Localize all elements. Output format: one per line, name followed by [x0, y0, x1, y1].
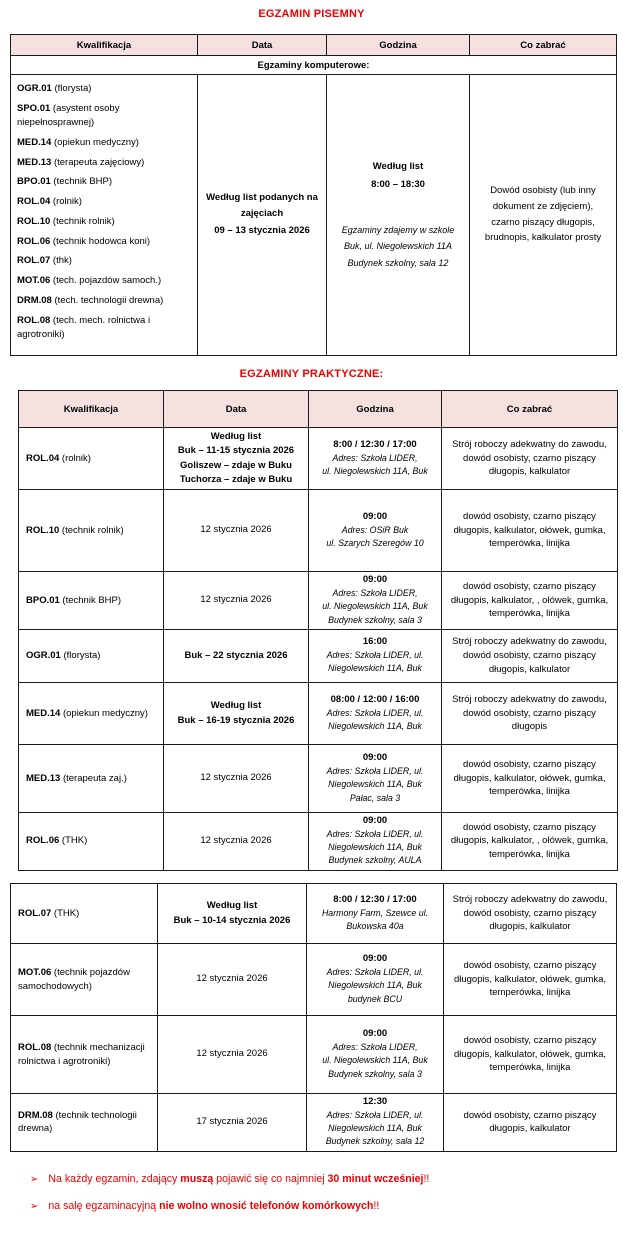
- text-segment: Tuchorza – zdaje w Buku: [179, 473, 293, 485]
- qualification-item: [17, 195, 191, 209]
- cell-line: [311, 953, 439, 966]
- text-segment: Niegolewskich 11A, Buk: [328, 663, 422, 674]
- text-segment: 09:00: [362, 752, 388, 764]
- text-segment: Bukowska 40a: [346, 920, 404, 931]
- practical-table-header-row: [19, 391, 618, 428]
- cell-line: [168, 593, 304, 607]
- table-row: [19, 683, 618, 745]
- text-segment: Według list: [372, 160, 424, 172]
- cell-line: [311, 920, 439, 933]
- items-cell: Strój roboczy adekwatny do zawodu, dowód osobisty, czarno piszący długopis, kalkulator: [444, 884, 617, 944]
- cell-line: [313, 465, 437, 478]
- cell-line: [313, 649, 437, 662]
- qualification-name: (THK): [59, 835, 88, 847]
- cell-line: [313, 720, 437, 733]
- cell-line: [311, 907, 439, 920]
- text-segment: budynek BCU: [347, 993, 403, 1004]
- table-row: [19, 428, 618, 490]
- text-segment: Pałac, sala 3: [349, 792, 401, 803]
- cell-line: [313, 828, 437, 841]
- qualification-code: MED.14: [17, 136, 52, 148]
- text-segment: na salę egzaminacyjną: [48, 1200, 160, 1213]
- text-segment: Buk – 11-15 stycznia 2026: [177, 445, 295, 457]
- text-segment: 12:30: [362, 1096, 388, 1107]
- qualification-code: ROL.10: [17, 215, 51, 227]
- text-segment: ul. Niegolewskich 11A, Buk: [322, 1055, 428, 1066]
- cell-line: [168, 699, 304, 713]
- cell-line: [311, 1122, 439, 1135]
- time-cell: [309, 630, 442, 683]
- date-cell: [164, 813, 309, 871]
- cell-line: [202, 223, 322, 240]
- text-segment: Według list podanych na zajęciach: [206, 191, 318, 220]
- text-segment: Adres: OSiR Buk: [341, 524, 409, 535]
- cell-line: [313, 707, 437, 720]
- text-segment: 12 stycznia 2026: [200, 524, 272, 536]
- text-segment: Niegolewskich 11A, Buk: [328, 720, 422, 731]
- text-segment: 12 stycznia 2026: [200, 594, 272, 606]
- qualification-name: (florysta): [51, 83, 92, 94]
- cell-line: [313, 841, 437, 854]
- cell-line: [313, 524, 437, 537]
- cell-line: [331, 255, 465, 272]
- header-co-zabrac: Co zabrać: [470, 35, 617, 56]
- cell-line: [313, 574, 437, 587]
- text-segment: 09:00: [362, 574, 388, 586]
- cell-line: [313, 587, 437, 600]
- table-row: [11, 75, 617, 356]
- cell-line: [313, 815, 437, 828]
- cell-line: [168, 430, 304, 444]
- cell-line: [162, 914, 302, 928]
- cell-line: [168, 714, 304, 728]
- qualification-name: (technik pojazdów samochodowych): [18, 966, 130, 992]
- table-row: [19, 490, 618, 572]
- table-row: [11, 944, 617, 1016]
- text-segment: 12 stycznia 2026: [200, 772, 272, 784]
- cell-line: [311, 894, 439, 907]
- header-data: Data: [164, 391, 309, 428]
- time-cell: [309, 428, 442, 490]
- qualification-code: ROL.08: [18, 1041, 52, 1053]
- text-segment: Egzaminy zdajemy w szkole: [341, 224, 455, 235]
- table-row: [11, 884, 617, 944]
- qualification-name: (tech. technologii drewna): [51, 294, 164, 306]
- text-segment: pojawić się co najmniej: [213, 1173, 328, 1185]
- cell-line: [168, 459, 304, 473]
- qualification-code: MED.13: [17, 156, 52, 168]
- text-segment: Adres: Szkoła LIDER, ul.: [326, 828, 424, 839]
- text-segment: Na każdy egzamin, zdający: [48, 1173, 181, 1185]
- qualification-name: (technik technologii drewna): [18, 1109, 137, 1135]
- date-cell: [164, 630, 309, 683]
- notes-section: [30, 1172, 605, 1227]
- practical-exams-table-continued: [10, 883, 617, 1152]
- qualification-cell: [19, 745, 164, 813]
- qualification-item: [17, 294, 191, 308]
- date-cell: [164, 683, 309, 745]
- text-segment: Niegolewskich 11A, Buk: [328, 779, 422, 790]
- text-segment: ul. Szarych Szeregów 10: [326, 537, 424, 548]
- cell-line: [311, 1068, 439, 1081]
- cell-line: [313, 792, 437, 805]
- cell-line: [311, 1054, 439, 1067]
- qualification-name: (tech. pojazdów samoch.): [50, 275, 162, 286]
- header-co-zabrac: Co zabrać: [442, 391, 618, 428]
- cell-line: [202, 190, 322, 223]
- qualification-item: [17, 274, 191, 288]
- qualification-name: (tech. mech. rolnictwa i agrotroniki): [17, 314, 151, 340]
- date-cell: [158, 1016, 307, 1094]
- qualification-item: [17, 82, 191, 96]
- qualification-item: [17, 235, 191, 249]
- cell-line: [168, 771, 304, 785]
- qualification-name: (terapeuta zajęciowy): [51, 156, 145, 168]
- qualification-code: ROL.08: [17, 314, 51, 326]
- table-row: [19, 813, 618, 871]
- table-row: [11, 1094, 617, 1152]
- cell-line: [313, 452, 437, 465]
- text-segment: Harmony Farm, Szewce ul.: [321, 907, 429, 918]
- text-segment: Adres: Szkoła LIDER,: [332, 452, 418, 463]
- text-segment: 09:00: [362, 1028, 388, 1040]
- text-segment: Budynek szkolny, sala 3: [328, 614, 422, 625]
- cell-line: [313, 636, 437, 649]
- text-segment: – 22 stycznia 2026: [202, 649, 288, 661]
- note-item: [30, 1199, 605, 1213]
- written-table-header-row: [11, 35, 617, 56]
- qualification-name: (opiekun medyczny): [51, 136, 139, 148]
- cell-line: [313, 694, 437, 707]
- practical-exams-table: [18, 390, 618, 871]
- qualification-item: [17, 102, 191, 131]
- qualification-code: MED.13: [26, 772, 61, 784]
- time-cell: [307, 944, 444, 1016]
- text-segment: Według list: [210, 700, 262, 712]
- text-segment: 09:00: [362, 815, 388, 826]
- cell-line: [331, 176, 465, 194]
- computer-exams-section-label: Egzaminy komputerowe:: [11, 56, 617, 75]
- cell-line: [162, 1047, 302, 1061]
- qualification-name: (thk): [50, 255, 72, 267]
- text-segment: muszą: [180, 1173, 214, 1185]
- cell-line: [168, 473, 304, 487]
- text-segment: 12 stycznia 2026: [196, 1048, 268, 1060]
- text-segment: Buk: [184, 649, 203, 661]
- text-segment: 8:00 – 18:30: [371, 178, 425, 190]
- qualification-name: (technik BHP): [59, 594, 122, 606]
- cell-line: [313, 752, 437, 765]
- qualification-code: DRM.08: [18, 1109, 53, 1121]
- cell-line: [311, 1096, 439, 1109]
- cell-line: [162, 972, 302, 986]
- date-cell: [158, 944, 307, 1016]
- text-segment: Adres: Szkoła LIDER, ul.: [326, 650, 424, 661]
- qualification-item: [17, 215, 191, 229]
- date-cell: [158, 884, 307, 944]
- text-segment: Buk – 10-14 stycznia 2026: [173, 914, 291, 926]
- qualification-name: (technik hodowca koni): [50, 235, 151, 247]
- written-exam-table: [10, 34, 617, 356]
- text-segment: !!: [373, 1200, 380, 1213]
- date-cell: [198, 75, 327, 356]
- time-cell: [307, 884, 444, 944]
- cell-line: [311, 1028, 439, 1041]
- qualification-cell: [19, 683, 164, 745]
- cell-line: [313, 662, 437, 675]
- cell-line: [313, 537, 437, 550]
- qualification-code: MOT.06: [17, 275, 51, 286]
- text-segment: 12 stycznia 2026: [200, 835, 272, 847]
- qualification-name: (terapeuta zaj.): [60, 772, 127, 784]
- qualification-cell: [19, 572, 164, 630]
- qualification-name: (opiekun medyczny): [60, 707, 148, 719]
- qualification-item: [17, 314, 191, 343]
- text-segment: Adres: Szkoła LIDER, ul.: [326, 765, 424, 776]
- header-kwalifikacja: Kwalifikacja: [19, 391, 164, 428]
- cell-line: [311, 1109, 439, 1122]
- qualification-item: [17, 175, 191, 189]
- qualification-code: SPO.01: [17, 102, 51, 114]
- text-segment: Adres: Szkoła LIDER, ul.: [326, 707, 424, 718]
- qualification-cell: [11, 944, 158, 1016]
- cell-line: [311, 1135, 439, 1148]
- items-cell: Strój roboczy adekwatny do zawodu, dowód osobisty, czarno piszący długopis, kalkulator: [442, 630, 618, 683]
- written-exam-title: EGZAMIN PISEMNY: [258, 8, 365, 20]
- qualification-code: ROL.07: [17, 255, 51, 267]
- text-segment: 12 stycznia 2026: [196, 973, 268, 985]
- qualification-code: BPO.01: [26, 594, 60, 606]
- cell-line: [313, 854, 437, 867]
- cell-line: [311, 1041, 439, 1054]
- qualification-code: OGR.01: [26, 650, 61, 662]
- text-segment: Budynek szkolny, sala 12: [325, 1136, 425, 1147]
- qualification-item: [17, 156, 191, 170]
- text-segment: Buk – 16-19 stycznia 2026: [177, 714, 295, 726]
- items-cell: dowód osobisty, czarno piszący długopis, kalkulator, , ołówek, gumka, temperówka, linijka: [442, 572, 618, 630]
- text-segment: 08:00 / 12:00 / 16:00: [330, 693, 420, 705]
- cell-line: [162, 1115, 302, 1129]
- qualification-code: ROL.06: [17, 235, 51, 247]
- text-segment: Buk, ul. Niegolewskich 11A: [344, 241, 452, 252]
- qualification-item: [17, 254, 191, 268]
- text-segment: nie wolno wnosić telefonów komórkowych: [159, 1200, 374, 1213]
- qualification-name: (rolnik): [50, 196, 82, 207]
- time-cell: [307, 1094, 444, 1152]
- time-cell: [309, 683, 442, 745]
- text-segment: 30 minut wcześniej: [327, 1173, 424, 1185]
- items-cell: Strój roboczy adekwatny do zawodu, dowód osobisty, czarno piszący długopis: [442, 683, 618, 745]
- text-segment: Budynek szkolny, AULA: [328, 855, 422, 866]
- time-cell: [307, 1016, 444, 1094]
- qualification-name: (THK): [51, 907, 80, 919]
- text-segment: Niegolewskich 11A, Buk: [328, 1123, 422, 1134]
- cell-line: [168, 834, 304, 848]
- qualification-cell: [19, 630, 164, 683]
- header-godzina: Godzina: [309, 391, 442, 428]
- date-cell: [158, 1094, 307, 1152]
- table-row: [11, 1016, 617, 1094]
- note-item: [30, 1172, 605, 1186]
- qualification-item: [17, 136, 191, 150]
- arrow-bullet-icon: ➢: [30, 1201, 39, 1213]
- text-segment: Niegolewskich 11A, Buk: [328, 980, 422, 991]
- text-segment: Goliszew – zdaje w Buku: [180, 459, 292, 471]
- computer-exams-section-row: [11, 56, 617, 75]
- text-segment: 8:00 / 12:30 / 17:00: [333, 438, 417, 450]
- text-segment: Budynek szkolny, sala 3: [328, 1068, 422, 1079]
- date-cell: [164, 572, 309, 630]
- text-segment: 16:00: [362, 636, 388, 648]
- items-cell: dowód osobisty, czarno piszący długopis, kalkulator, ołówek, gumka, temperówka, linijka: [444, 1016, 617, 1094]
- header-godzina: Godzina: [327, 35, 470, 56]
- text-segment: Budynek szkolny, sala 12: [347, 258, 449, 269]
- cell-line: [313, 614, 437, 627]
- qualification-code: ROL.10: [26, 524, 60, 536]
- qualification-code: BPO.01: [17, 176, 51, 188]
- qualification-name: (rolnik): [59, 452, 91, 464]
- table-row: [19, 745, 618, 813]
- qualification-code: ROL.04: [17, 196, 51, 207]
- qualification-name: (asystent osoby niepełnosprawnej): [17, 102, 120, 128]
- items-cell: Dowód osobisty (lub inny dokument ze zdjęciem), czarno piszący długopis, brudnopis, kalkulator prosty: [470, 75, 617, 356]
- items-cell: dowód osobisty, czarno piszący długopis, kalkulator, ołówek, gumka, temperówka, linijka: [442, 745, 618, 813]
- qualification-cell: [19, 813, 164, 871]
- text-segment: 17 stycznia 2026: [196, 1116, 268, 1128]
- text-segment: Adres: Szkoła LIDER, ul.: [326, 1109, 424, 1120]
- cell-line: [331, 238, 465, 255]
- cell-line: [168, 649, 304, 663]
- table-row: [19, 572, 618, 630]
- text-segment: !!: [423, 1173, 430, 1185]
- qualification-code: DRM.08: [17, 294, 52, 306]
- qualification-cell: [19, 490, 164, 572]
- text-segment: ul. Niegolewskich 11A, Buk: [322, 601, 428, 612]
- text-segment: Według list: [210, 431, 262, 442]
- table-row: [19, 630, 618, 683]
- qualification-name: (florysta): [60, 650, 101, 662]
- text-segment: Adres: Szkoła LIDER, ul.: [326, 966, 424, 977]
- qualification-code: ROL.06: [26, 835, 60, 847]
- time-cell: [309, 490, 442, 572]
- items-cell: dowód osobisty, czarno piszący długopis, kalkulator, ołówek, gumka, temperówka, linijka: [444, 944, 617, 1016]
- time-cell: [309, 572, 442, 630]
- cell-line: [331, 158, 465, 176]
- cell-line: [313, 600, 437, 613]
- text-segment: 09:00: [362, 510, 388, 522]
- text-segment: Adres: Szkoła LIDER,: [332, 587, 418, 598]
- text-segment: ul. Niegolewskich 11A, Buk: [322, 465, 428, 476]
- header-data: Data: [198, 35, 327, 56]
- qualification-code: ROL.07: [18, 907, 52, 919]
- qualification-cell: [11, 1016, 158, 1094]
- cell-line: [168, 523, 304, 537]
- time-cell: [309, 813, 442, 871]
- qualification-cell: [11, 75, 198, 356]
- time-cell: [327, 75, 470, 356]
- text-segment: 09 – 13 stycznia 2026: [214, 225, 310, 237]
- practical-exams-title: EGZAMINY PRAKTYCZNE:: [239, 368, 384, 380]
- cell-line: [313, 439, 437, 452]
- date-cell: [164, 490, 309, 572]
- qualification-cell: [19, 428, 164, 490]
- text-segment: Niegolewskich 11A, Buk: [328, 842, 422, 853]
- items-cell: Strój roboczy adekwatny do zawodu, dowód osobisty, czarno piszący długopis, kalkulator: [442, 428, 618, 490]
- date-cell: [164, 745, 309, 813]
- items-cell: dowód osobisty, czarno piszący długopis, kalkulator, , ołówek, gumka, temperówka, linijka: [442, 813, 618, 871]
- cell-line: [313, 511, 437, 524]
- cell-line: [331, 222, 465, 239]
- text-segment: 09:00: [362, 953, 388, 965]
- items-cell: dowód osobisty, czarno piszący długopis, kalkulator, ołówek, gumka, temperówka, linijka: [442, 490, 618, 572]
- qualification-cell: [11, 884, 158, 944]
- date-cell: [164, 428, 309, 490]
- header-kwalifikacja: Kwalifikacja: [11, 35, 198, 56]
- qualification-code: OGR.01: [17, 83, 52, 94]
- qualification-cell: [11, 1094, 158, 1152]
- cell-line: [313, 765, 437, 778]
- cell-line: [311, 993, 439, 1006]
- text-segment: 8:00 / 12:30 / 17:00: [333, 893, 417, 905]
- qualification-name: (technik rolnik): [59, 524, 124, 536]
- arrow-bullet-icon: ➢: [30, 1174, 39, 1185]
- items-cell: dowód osobisty, czarno piszący długopis, kalkulator: [444, 1094, 617, 1152]
- qualification-code: ROL.04: [26, 452, 60, 464]
- qualification-name: (technik mechanizacji rolnictwa i agrotroniki): [18, 1041, 145, 1067]
- cell-line: [162, 899, 302, 913]
- text-segment: Według list: [206, 900, 258, 912]
- cell-line: [311, 979, 439, 992]
- cell-line: [311, 966, 439, 979]
- cell-line: [168, 444, 304, 458]
- qualification-code: MOT.06: [18, 966, 52, 978]
- time-cell: [309, 745, 442, 813]
- qualification-name: (technik rolnik): [50, 215, 115, 227]
- qualification-code: MED.14: [26, 707, 61, 719]
- text-segment: Adres: Szkoła LIDER,: [332, 1041, 418, 1052]
- note-text: [48, 1199, 379, 1213]
- qualification-name: (technik BHP): [50, 176, 113, 188]
- note-text: [48, 1172, 429, 1186]
- cell-line: [313, 778, 437, 791]
